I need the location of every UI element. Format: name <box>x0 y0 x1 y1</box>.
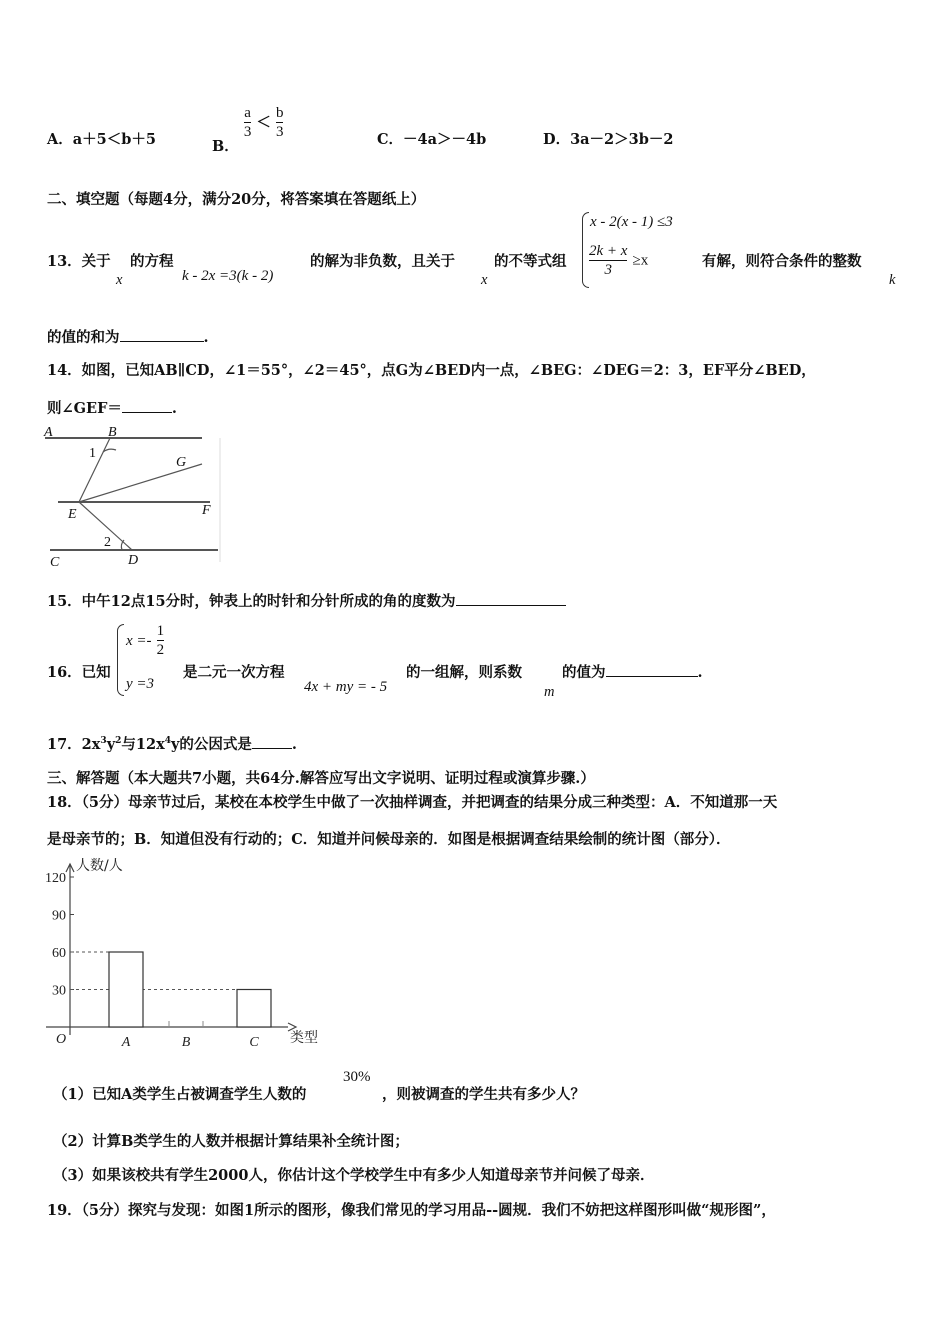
q17-line: 17．$2x^3y^2$与$12x^4y$的公因式是 . <box>47 736 297 753</box>
q14-line-2: 则∠GEF＝ . <box>47 400 177 417</box>
section3-title: 三、解答题（本大题共7小题，共64分.解答应写出文字说明、证明过程或演算步骤.） <box>47 770 595 787</box>
q13-var-x2: x <box>481 272 488 288</box>
q16-equation: 4x + my = - 5 <box>304 679 388 695</box>
label-angle-2: 2 <box>104 535 111 550</box>
x-tick-label-B: B <box>181 1035 191 1050</box>
x-axis-label: 类型 <box>290 1030 318 1046</box>
label-e: E <box>68 507 77 522</box>
label-f: F <box>202 503 211 518</box>
q18-percent: 30% <box>343 1069 371 1085</box>
q16-text-4: 的值为 . <box>562 664 703 681</box>
label-angle-1: 1 <box>89 446 96 461</box>
q13-text-4: 的不等式组 <box>494 253 567 270</box>
q13-answer-blank[interactable] <box>120 327 204 342</box>
q19-line-1: 19．（5分）探究与发现：如图1所示的图形，像我们常见的学习用品--圆规．我们不妨把这样图形叫做“规形图”， <box>47 1202 776 1219</box>
q16-text-1: 16．已知 <box>47 664 111 681</box>
q18-line-2: 是母亲节的；B．知道但没有行动的；C．知道并问候母亲的．如图是根据调查结果绘制的统计图（部分）． <box>47 831 731 848</box>
q14-figure <box>40 422 230 572</box>
q16-answer-blank[interactable] <box>606 662 698 677</box>
q13-text-5: 有解，则符合条件的整数 <box>702 253 862 270</box>
q12-option-a: A．a＋5＜b＋5 <box>47 131 156 148</box>
q18-bar-chart <box>38 850 338 1055</box>
bar-C <box>237 990 271 1028</box>
q14-line-1: 14．如图，已知AB∥CD，∠1＝55°，∠2＝45°，点G为∠BED内一点，∠BEG：∠DEG＝2：3，EF平分∠BED， <box>47 362 816 379</box>
bar-A <box>109 952 143 1027</box>
origin-label: O <box>56 1032 67 1047</box>
label-b: B <box>108 425 117 440</box>
q18-line-1: 18．（5分）母亲节过后，某校在本校学生中做了一次抽样调查，并把调查的结果分成三种类型：A．不知道那一天 <box>47 794 778 811</box>
y-tick-label: 120 <box>45 871 66 886</box>
label-c: C <box>50 555 60 570</box>
q13-inequality-1: x - 2(x - 1) ≤3 <box>590 214 673 230</box>
q13-var-x1: x <box>116 272 123 288</box>
q13-text-2: 的方程 <box>130 253 174 270</box>
q16-text-2: 是二元一次方程 <box>183 664 285 681</box>
q15-line: 15．中午12点15分时，钟表上的时针和分针所成的角的度数为 <box>47 590 566 611</box>
q15-answer-blank[interactable] <box>456 591 566 606</box>
q18-part-1: （1）已知A类学生占被调查学生人数的 <box>53 1086 307 1103</box>
q18-part-3: （3）如果该校共有学生2000人，你估计这个学校学生中有多少人知道母亲节并问候了母亲． <box>53 1167 655 1184</box>
label-d: D <box>128 553 139 568</box>
q18-part-2: （2）计算B类学生的人数并根据计算结果补全统计图； <box>53 1133 409 1150</box>
q12-option-d: D．3a－2＞3b－2 <box>543 131 674 148</box>
q13-var-k: k <box>889 272 896 288</box>
q13-system-brace <box>582 212 589 288</box>
y-tick-label: 90 <box>52 908 66 924</box>
q13-text-1: 13．关于 <box>47 253 111 270</box>
q13-equation: k - 2x =3(k - 2) <box>182 268 274 284</box>
q16-system-brace <box>117 624 124 696</box>
q14-answer-blank[interactable] <box>122 398 172 413</box>
q16-y-value: y =3 <box>126 676 155 692</box>
x-tick-label-C: C <box>249 1035 259 1050</box>
q16-x-value: x =- $\frac{1}{2}$ <box>126 623 165 658</box>
q13-text-3: 的解为非负数，且关于 <box>310 253 455 270</box>
q17-answer-blank[interactable] <box>252 734 292 749</box>
y-tick-label: 30 <box>52 983 66 999</box>
label-g: G <box>176 455 187 470</box>
x-tick-label-A: A <box>121 1035 131 1050</box>
q13-line-2: 的值的和为 . <box>47 329 209 346</box>
q18-part-1b: ，则被调查的学生共有多少人？ <box>382 1086 585 1103</box>
q12-option-b: B． $\frac{a}{3}$ ＜ $\frac{b}{3}$ <box>212 105 284 155</box>
q12-option-c: C．－4a＞－4b <box>377 131 487 148</box>
q16-text-3: 的一组解，则系数 <box>406 664 522 681</box>
q16-var-m: m <box>544 684 555 700</box>
label-a: A <box>44 425 53 440</box>
section2-title: 二、填空题（每题4分，满分20分，将答案填在答题纸上） <box>47 191 426 208</box>
y-axis-label: 人数/人 <box>76 858 123 874</box>
y-tick-label: 60 <box>52 946 66 961</box>
q13-inequality-2: $\frac{2k + x}{3}$ ≥x <box>589 243 649 278</box>
